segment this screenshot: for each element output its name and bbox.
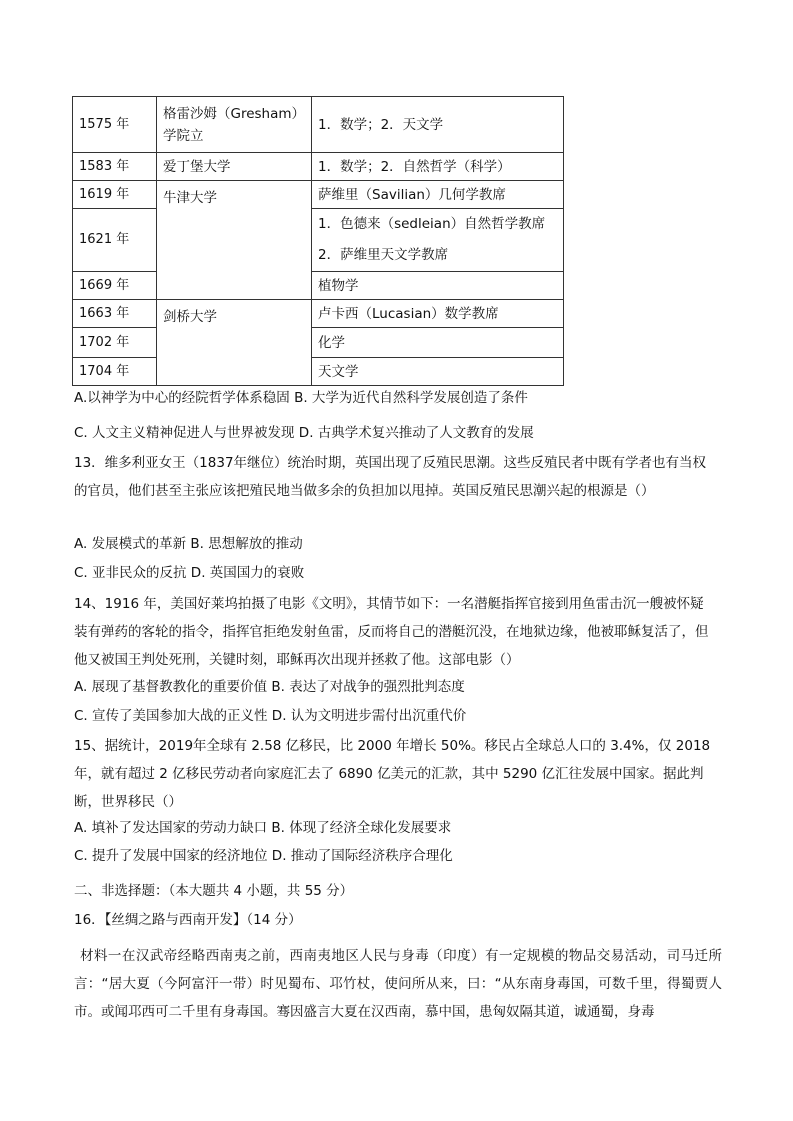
q13-options-ab: A. 发展模式的革新 B. 思想解放的推动 bbox=[74, 536, 303, 552]
q12-options-cd: C. 人文主义精神促进人与世界被发现 D. 古典学术复兴推动了人文教育的发展 bbox=[74, 425, 534, 441]
year-cell: 1669 年 bbox=[73, 272, 157, 300]
subjects-cell bbox=[312, 209, 564, 272]
q14-stem: 14、1916 年，美国好莱坞拍摄了电影《文明》，其情节如下：一名潜艇指挥官接到用鱼雷击沉一艘被怀疑装有弹药的客轮的指令，指挥官拒绝发射鱼雷，反而将自己的潜艇沉没，在地狱边缘，他被耶稣复活了，但他又被国王判处死刑，关键时刻，耶稣再次出现并拯救了他。这部电影（） bbox=[74, 596, 709, 668]
university-cell: 剑桥大学 bbox=[157, 300, 312, 386]
table-row bbox=[73, 209, 564, 272]
university-cell: 格雷沙姆（Gresham）学院立 bbox=[157, 97, 312, 153]
year-cell: 1702 年 bbox=[73, 328, 157, 358]
q15-options-cd: C. 提升了发展中国家的经济地位 D. 推动了国际经济秩序合理化 bbox=[74, 848, 453, 864]
university-cell: 爱丁堡大学 bbox=[157, 153, 312, 181]
year-cell: 1583 年 bbox=[73, 153, 157, 181]
q13-options-cd: C. 亚非民众的反抗 D. 英国国力的衰败 bbox=[74, 565, 305, 581]
year-cell: 1621 年 bbox=[73, 209, 157, 272]
q13-stem: 13．维多利亚女王（1837年继位）统治时期，英国出现了反殖民思潮。这些反殖民者中既有学者也有当权的官员，他们甚至主张应该把殖民地当做多余的负担加以甩掉。英国反殖民思潮兴起的根源是（） bbox=[74, 455, 707, 499]
q14-options-cd: C. 宣传了美国参加大战的正义性 D. 认为文明进步需付出沉重代价 bbox=[74, 708, 467, 724]
q15-stem: 15、据统计，2019年全球有 2.58 亿移民，比 2000 年增长 50%。移民占全球总人口的 3.4%，仅 2018 年，就有超过 2 亿移民劳动者向家庭汇去了 6890 亿美元的汇款，其中 5290 亿汇往发展中国家。据此判断，世界移民（） bbox=[74, 738, 711, 810]
table-row bbox=[73, 97, 564, 153]
subjects-cell: 化学 bbox=[312, 328, 564, 358]
q12-options-ab: A.以神学为中心的经院哲学体系稳固 B. 大学为近代自然科学发展创造了条件 bbox=[74, 390, 528, 406]
university-cell: 牛津大学 bbox=[157, 181, 312, 300]
university-chairs-table bbox=[72, 96, 564, 386]
subjects-line: 2．萨维里天文学教席 bbox=[318, 247, 449, 263]
subjects-cell: 卢卡西（Lucasian）数学教席 bbox=[312, 300, 564, 328]
subjects-cell: 萨维里（Savilian）几何学教席 bbox=[312, 181, 564, 209]
table-row bbox=[73, 153, 564, 181]
table-row bbox=[73, 300, 564, 328]
year-cell: 1575 年 bbox=[73, 97, 157, 153]
subjects-line: 1．色德来（sedleian）自然哲学教席 bbox=[318, 216, 546, 232]
table-row bbox=[73, 181, 564, 209]
year-cell: 1704 年 bbox=[73, 358, 157, 386]
table-row bbox=[73, 328, 564, 358]
table-row bbox=[73, 272, 564, 300]
q14-options-ab: A. 展现了基督教教化的重要价值 B. 表达了对战争的强烈批判态度 bbox=[74, 679, 465, 695]
year-cell: 1663 年 bbox=[73, 300, 157, 328]
q16-title: 16．【丝绸之路与西南开发】（14 分） bbox=[74, 912, 302, 928]
subjects-cell: 1．数学；2．天文学 bbox=[312, 97, 564, 153]
q15-options-ab: A. 填补了发达国家的劳动力缺口 B. 体现了经济全球化发展要求 bbox=[74, 820, 452, 836]
subjects-cell: 天文学 bbox=[312, 358, 564, 386]
table-row bbox=[73, 358, 564, 386]
year-cell: 1619 年 bbox=[73, 181, 157, 209]
subjects-cell: 1．数学；2．自然哲学（科学） bbox=[312, 153, 564, 181]
subjects-cell: 植物学 bbox=[312, 272, 564, 300]
section-heading: 二、非选择题：（本大题共 4 小题，共 55 分） bbox=[74, 883, 354, 899]
q16-material: 材料一在汉武帝经略西南夷之前，西南夷地区人民与身毒（印度）有一定规模的物品交易活动，司马迁所言：“居大夏（今阿富汗一带）时见蜀布、邛竹杖，使问所从来，曰：“从东南身毒国，可数千里，得蜀贾人市。或闻邛西可二千里有身毒国。骞因盛言大夏在汉西南，慕中国，患匈奴隔其道，诚通蜀，身毒 bbox=[74, 948, 722, 1020]
